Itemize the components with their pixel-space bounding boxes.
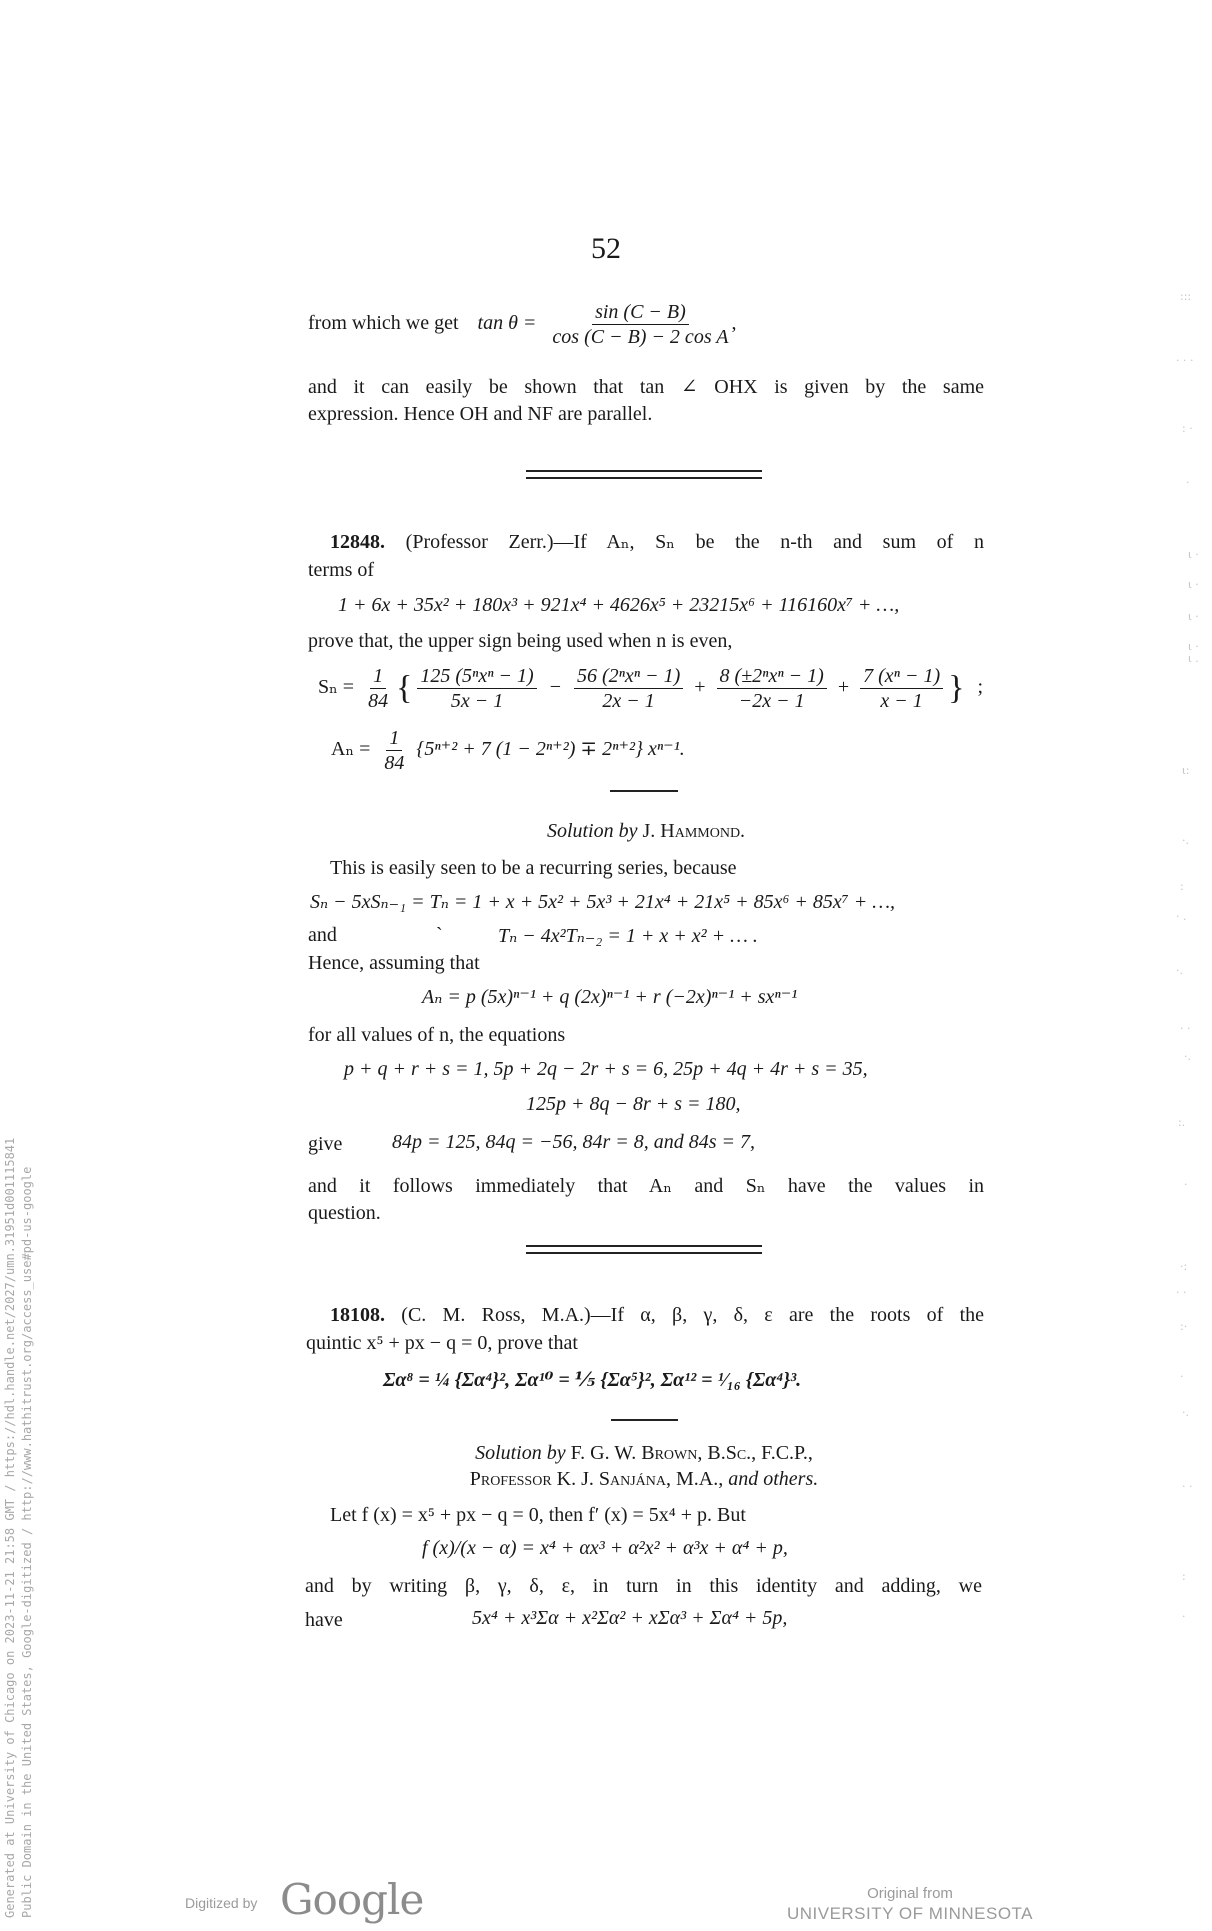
problem-12848-header (330, 529, 984, 555)
intro-lead: from which we get (308, 312, 459, 335)
problem-number: 18108. (330, 1304, 385, 1326)
speck: · (1182, 1610, 1186, 1623)
hammond-conclusion-1: and it follows immediately that Aₙ and Sₙ have the values in (308, 1175, 984, 1197)
speck: ι · (1188, 578, 1199, 591)
prove-line: prove that, the upper sign being used when n is even, (308, 630, 733, 652)
an-equation (331, 726, 685, 775)
speck: ι · (1188, 548, 1199, 561)
brown-eq-2: 5x⁴ + x³Σα + x²Σα² + xΣα³ + Σα⁴ + 5p, (472, 1607, 788, 1629)
brown-line-1: Let f (x) = x⁵ + px − q = 0, then f′ (x) = 5x⁴ + p. But (330, 1504, 746, 1526)
speck: ::: (1180, 290, 1192, 303)
speck: · · · (1176, 354, 1194, 367)
intro-line-3: expression. Hence OH and NF are parallel. (308, 403, 653, 425)
sn-term (417, 664, 536, 713)
scan-artifacts (1170, 280, 1210, 1630)
sn-term-den: x − 1 (880, 690, 923, 712)
brown-have-label: have (305, 1609, 343, 1631)
problem-18108-line-2: quintic x⁵ + px − q = 0, prove that (306, 1332, 578, 1354)
hammond-forall: for all values of n, the equations (308, 1024, 566, 1046)
sn-term-num: 7 (xⁿ − 1) (860, 664, 943, 689)
short-rule (611, 1419, 678, 1421)
hammond-line-1: This is easily seen to be a recurring series, because (330, 857, 737, 879)
solver-names: Professor K. J. Sanjána, M.A., (469, 1468, 724, 1490)
brown-eq-1: f (x)/(x − α) = x⁴ + αx³ + α²x² + α³x + α⁴ + p, (422, 1537, 788, 1559)
sn-term-den: −2x − 1 (738, 690, 805, 712)
and-others: and others. (728, 1468, 819, 1490)
hammond-and-label: and (308, 924, 337, 946)
sn-term (717, 664, 827, 713)
speck: · (1184, 1178, 1188, 1191)
sn-term-den: 5x − 1 (450, 690, 504, 712)
speck: : · (1182, 422, 1193, 435)
stamp-text (2, 958, 36, 1918)
sn-term-op: − (549, 676, 561, 699)
speck: · · (1176, 1286, 1187, 1299)
hammond-eq-2: Tₙ − 4x²Tₙ₋₂ = 1 + x + x² + … . (498, 925, 758, 947)
problem-18108-header (330, 1302, 984, 1328)
speck: ι · (1188, 640, 1199, 653)
hammond-eq-4: p + q + r + s = 1, 5p + 2q − 2r + s = 6, 25p + 4q + 4r + s = 35, (344, 1058, 868, 1080)
sn-tail: ; (977, 676, 983, 699)
hammond-conclusion-2: question. (308, 1202, 381, 1224)
speck: ι · (1188, 610, 1199, 623)
original-from (770, 1885, 1050, 1925)
brown-line-2: and by writing β, γ, δ, ε, in turn in this identity and adding, we (305, 1575, 982, 1597)
sn-term-num: 125 (5ⁿxⁿ − 1) (417, 664, 536, 689)
speck: : (1180, 880, 1184, 893)
sn-prefactor-num: 1 (370, 664, 386, 689)
tan-theta: tan θ = (477, 312, 537, 335)
speck: ι . (1188, 652, 1199, 665)
digitization-stamp (2, 958, 54, 1918)
hammond-eq-3: Aₙ = p (5x)ⁿ⁻¹ + q (2x)ⁿ⁻¹ + r (−2x)ⁿ⁻¹ + sxⁿ⁻¹ (422, 986, 798, 1008)
speck: ι: (1182, 764, 1190, 777)
sn-term-den: 2x − 1 (602, 690, 655, 712)
an-prefactor-num: 1 (386, 726, 402, 751)
speck: ·. (1184, 1050, 1191, 1063)
speck: ·. (1182, 1406, 1189, 1419)
sn-term-op: + (694, 676, 706, 699)
an-rest: {5ⁿ⁺² + 7 (1 − 2ⁿ⁺²) ∓ 2ⁿ⁺²} xⁿ⁻¹. (416, 738, 685, 761)
speck: :. (1178, 1116, 1186, 1129)
stamp-line-1: Generated at University of Chicago on 2023-11-21 21:58 GMT / https://hdl.handle.net/2027/umn.31951d001115841 (3, 1137, 17, 1918)
speck: · (1180, 1370, 1184, 1383)
hammond-eq-5: 125p + 8q − 8r + s = 180, (526, 1093, 741, 1115)
section-divider (526, 1245, 762, 1254)
problem-number: 12848. (330, 531, 385, 553)
sn-equation: Sₙ = $\frac{1}{84}$ { $\frac{\text{125 (5ⁿxⁿ − 1)}}{5x - 1}$ − $\frac{\text{56 (2ⁿxⁿ − 1)}}{2x - 1}$ + $\frac{\text{8 (±2ⁿxⁿ − 1)}}{-2x - 1}$ + $\frac{\text{7 (xⁿ − 1)}}{x - 1}$ } ; (318, 665, 983, 712)
page-number: 52 (591, 232, 621, 265)
solution-by: Solution by (546, 820, 638, 842)
sn-term-num: 8 (±2ⁿxⁿ − 1) (717, 664, 827, 689)
short-rule (610, 790, 678, 792)
sn-term-num: 56 (2ⁿxⁿ − 1) (574, 664, 683, 689)
speck: : (1182, 1570, 1186, 1583)
an-prefactor-den: 84 (384, 752, 405, 774)
speck: ·: (1180, 1260, 1188, 1273)
stamp-line-2: Public Domain in the United States, Google-digitized / http://www.hathitrust.org/access_use#pd-us-google (20, 1166, 34, 1918)
an-lhs: Aₙ = (331, 738, 371, 761)
series-equation: 1 + 6x + 35x² + 180x³ + 921x⁴ + 4626x⁵ + 23215x⁶ + 116160x⁷ + …, (338, 594, 900, 616)
hammond-eq-6: 84p = 125, 84q = −56, 84r = 8, and 84s = 7, (392, 1131, 756, 1153)
problem-18108-eq: Σα⁸ = ¼ {Σα⁴}², Σα¹⁰ = ⅕ {Σα⁵}², Σα¹² = ¹⁄₁₆ {Σα⁴}³. (383, 1369, 802, 1391)
sn-term (574, 664, 683, 713)
intro-frac-den: cos (C − B) − 2 cos A (552, 326, 729, 348)
sn-prefactor (365, 664, 391, 713)
hammond-tick: ` (436, 924, 443, 946)
sn-prefactor-den: 84 (368, 690, 389, 712)
google-logo: Google (280, 1875, 424, 1924)
speck: · · (1180, 1022, 1191, 1035)
problem-header-text: (C. M. Ross, M.A.)—If α, β, γ, δ, ε are the roots of the (401, 1304, 985, 1326)
solution-heading-brown-1 (306, 1440, 982, 1466)
intro-frac-num: sin (C − B) (592, 300, 689, 325)
section-divider (526, 470, 762, 479)
solution-heading-brown-2 (306, 1466, 982, 1492)
hammond-give-label: give (308, 1133, 343, 1155)
speck: · (1186, 476, 1190, 489)
speck: · . (1176, 910, 1187, 923)
solver-names: F. G. W. Brown, B.Sc., F.C.P., (570, 1442, 813, 1464)
digitized-by-google (185, 1875, 425, 1931)
speck: · · (1182, 1480, 1193, 1493)
intro-fraction (549, 300, 731, 349)
problem-header-text: (Professor Zerr.)—If Aₙ, Sₙ be the n-th and sum of n (405, 531, 985, 553)
speck: ·. (1182, 834, 1189, 847)
digitized-by-label: Digitized by (185, 1895, 258, 1911)
sn-term-op: + (837, 676, 850, 699)
intro-line-2: and it can easily be shown that tan ∠ OHX is given by the same (308, 376, 984, 398)
sn-lhs: Sₙ = (318, 676, 355, 699)
hammond-hence: Hence, assuming that (308, 952, 480, 974)
intro-frac-tail: , (731, 312, 737, 335)
original-from-label: Original from (867, 1885, 953, 1902)
sn-term (860, 664, 943, 713)
intro-line-1 (308, 300, 736, 349)
hammond-eq-1: Sₙ − 5xSₙ₋₁ = Tₙ = 1 + x + 5x² + 5x³ + 21x⁴ + 21x⁵ + 85x⁶ + 85x⁷ + …, (310, 891, 896, 913)
university-name: UNIVERSITY OF MINNESOTA (786, 1904, 1034, 1923)
solution-heading-hammond (308, 818, 984, 844)
solution-by: Solution by (475, 1442, 566, 1464)
problem-12848-line-2: terms of (308, 559, 375, 581)
speck: :· (1180, 1320, 1188, 1333)
an-prefactor (381, 726, 407, 775)
solver-name: J. Hammond. (642, 820, 746, 842)
speck: ·. (1176, 964, 1183, 977)
